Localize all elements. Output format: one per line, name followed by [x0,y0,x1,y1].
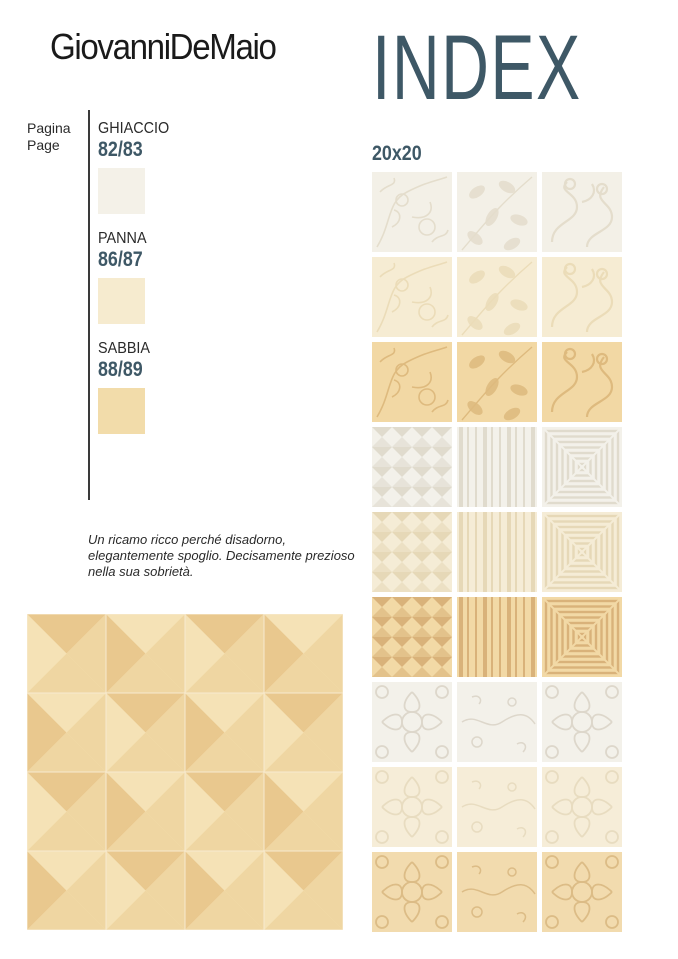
brand-logo: GiovanniDeMaio [50,26,276,67]
page-title: INDEX [372,17,582,119]
tile-swatch-stripes [457,597,537,677]
color-swatch [98,168,145,214]
tile-swatch-leaves [457,342,537,422]
tile-swatch-floral [372,342,452,422]
tile-swatch-damask [372,852,452,932]
color-swatch [98,278,145,324]
tile-swatch-swirl [542,257,622,337]
tile-swatch-triangles [372,427,452,507]
tile-swatch-vine [457,767,537,847]
variant-name: GHIACCIO [98,120,170,137]
tile-index-grid [372,172,622,932]
tile-swatch-floral [372,257,452,337]
tile-swatch-stripes [457,512,537,592]
color-swatch [98,388,145,434]
tile-swatch-swirl [542,172,622,252]
tile-swatch-vine [457,852,537,932]
tile-swatch-squares [542,427,622,507]
tile-swatch-damask [542,852,622,932]
tile-swatch-leaves [457,172,537,252]
tile-swatch-squares [542,512,622,592]
page-label [27,120,71,154]
tile-swatch-damask [542,682,622,762]
tile-swatch-squares [542,597,622,677]
tile-swatch-vine [457,682,537,762]
tile-swatch-damask [372,682,452,762]
tile-swatch-triangles [372,512,452,592]
variant-sabbia [98,340,156,434]
page-label-italian: Pagina [27,120,71,136]
tile-swatch-triangles [372,597,452,677]
variant-ghiaccio [98,120,177,214]
tile-swatch-swirl [542,342,622,422]
tile-size-label: 20x20 [372,142,422,165]
tile-swatch-stripes [457,427,537,507]
divider-line [88,110,90,500]
variant-pages: 82/83 [98,138,143,161]
tile-swatch-floral [372,172,452,252]
variant-panna [98,230,152,324]
variant-name: SABBIA [98,340,151,357]
page-label-english: Page [27,137,60,153]
tile-swatch-leaves [457,257,537,337]
feature-tile-pattern [27,614,343,930]
tile-swatch-damask [372,767,452,847]
tile-swatch-damask [542,767,622,847]
description-text: Un ricamo ricco perché disadorno, elegantemente spoglio. Decisamente prezioso nella sua sobrietà. [88,532,355,579]
feature-tile-image [27,614,343,930]
variant-pages: 88/89 [98,358,143,381]
variant-name: PANNA [98,230,147,247]
variant-pages: 86/87 [98,248,143,271]
